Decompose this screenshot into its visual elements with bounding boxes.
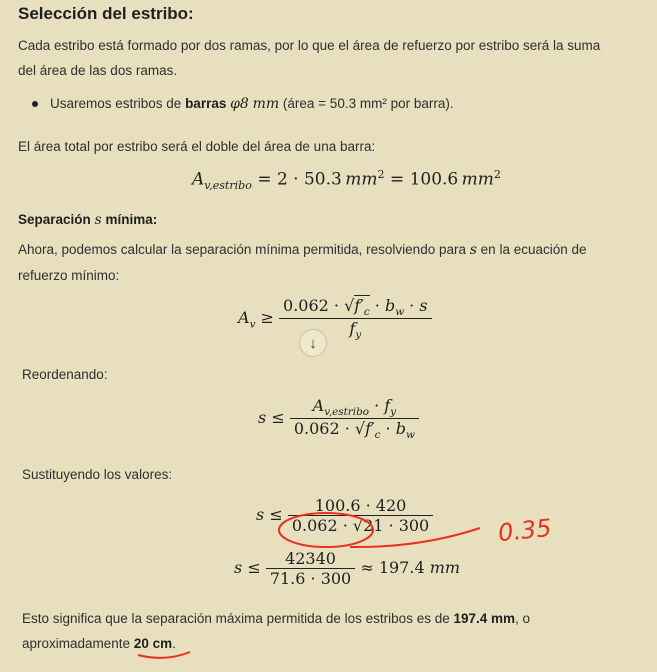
equation-result: s ≤ $\frac{42340}{71.6 \cdot 300}$ ≈ 197.4 mm (234, 549, 461, 588)
section-heading: Selección del estribo: (18, 4, 194, 23)
intro-line-1: Cada estribo está formado por dos ramas, por lo que el área de refuerzo por estribo será la suma (18, 38, 601, 53)
calc-paragraph (18, 237, 587, 288)
total-area-text: El área total por estribo será el doble del área de una barra: (18, 139, 376, 154)
conclusion-paragraph (22, 606, 530, 656)
equation-area: $A_{v,estribo} = 2 \cdot 50.3$ $mm^2 = 100.6$ $mm^2$ (192, 168, 501, 193)
equation-min-reinforcement: $A_v$ ≥ $\frac{0.062 \cdot √f'_c \cdot b_w \cdot s}{f_y}$ (238, 296, 432, 341)
separation-heading: Separación s mínima: (18, 212, 158, 228)
intro-line-2: del área de las dos ramas. (18, 63, 178, 78)
bar-unit: mm (252, 96, 280, 112)
conclusion-line-1: Esto significa que la separación máxima permitida de los estribos es de 197.4 mm, o (22, 611, 531, 626)
highlighted-value: 20 cm (133, 636, 173, 651)
bullet-item: Usaremos estribos de barras φ8 mm (área = 50.3 mm² por barra). (50, 96, 454, 112)
equation-reordered: s ≤ $\frac{A_{v,estribo} \cdot f_y}{0.062 \cdot √f'_c \cdot b_w}$ (258, 396, 419, 441)
bar-symbol: φ8 (230, 96, 249, 112)
handwritten-note: 0.35 (496, 513, 553, 548)
scroll-down-button[interactable] (299, 329, 327, 357)
arrow-down-icon: ↓ (309, 334, 317, 352)
calc-line-2: refuerzo mínimo: (18, 268, 120, 283)
calc-line-1: Ahora, podemos calcular la separación mínima permitida, resolviendo para s en la ecuación de (18, 242, 587, 258)
conclusion-line-2: aproximadamente 20 cm. (22, 636, 176, 651)
intro-paragraph (18, 33, 600, 83)
substituting-text: Sustituyendo los valores: (22, 467, 173, 482)
equation-substituted: s ≤ $\frac{100.6 \cdot 420}{0.062 \cdot √21 \cdot 300}$ (256, 496, 433, 535)
bullet-bold: barras (185, 96, 227, 111)
bullet-dot-icon (32, 101, 38, 107)
reordering-text: Reordenando: (22, 367, 108, 382)
